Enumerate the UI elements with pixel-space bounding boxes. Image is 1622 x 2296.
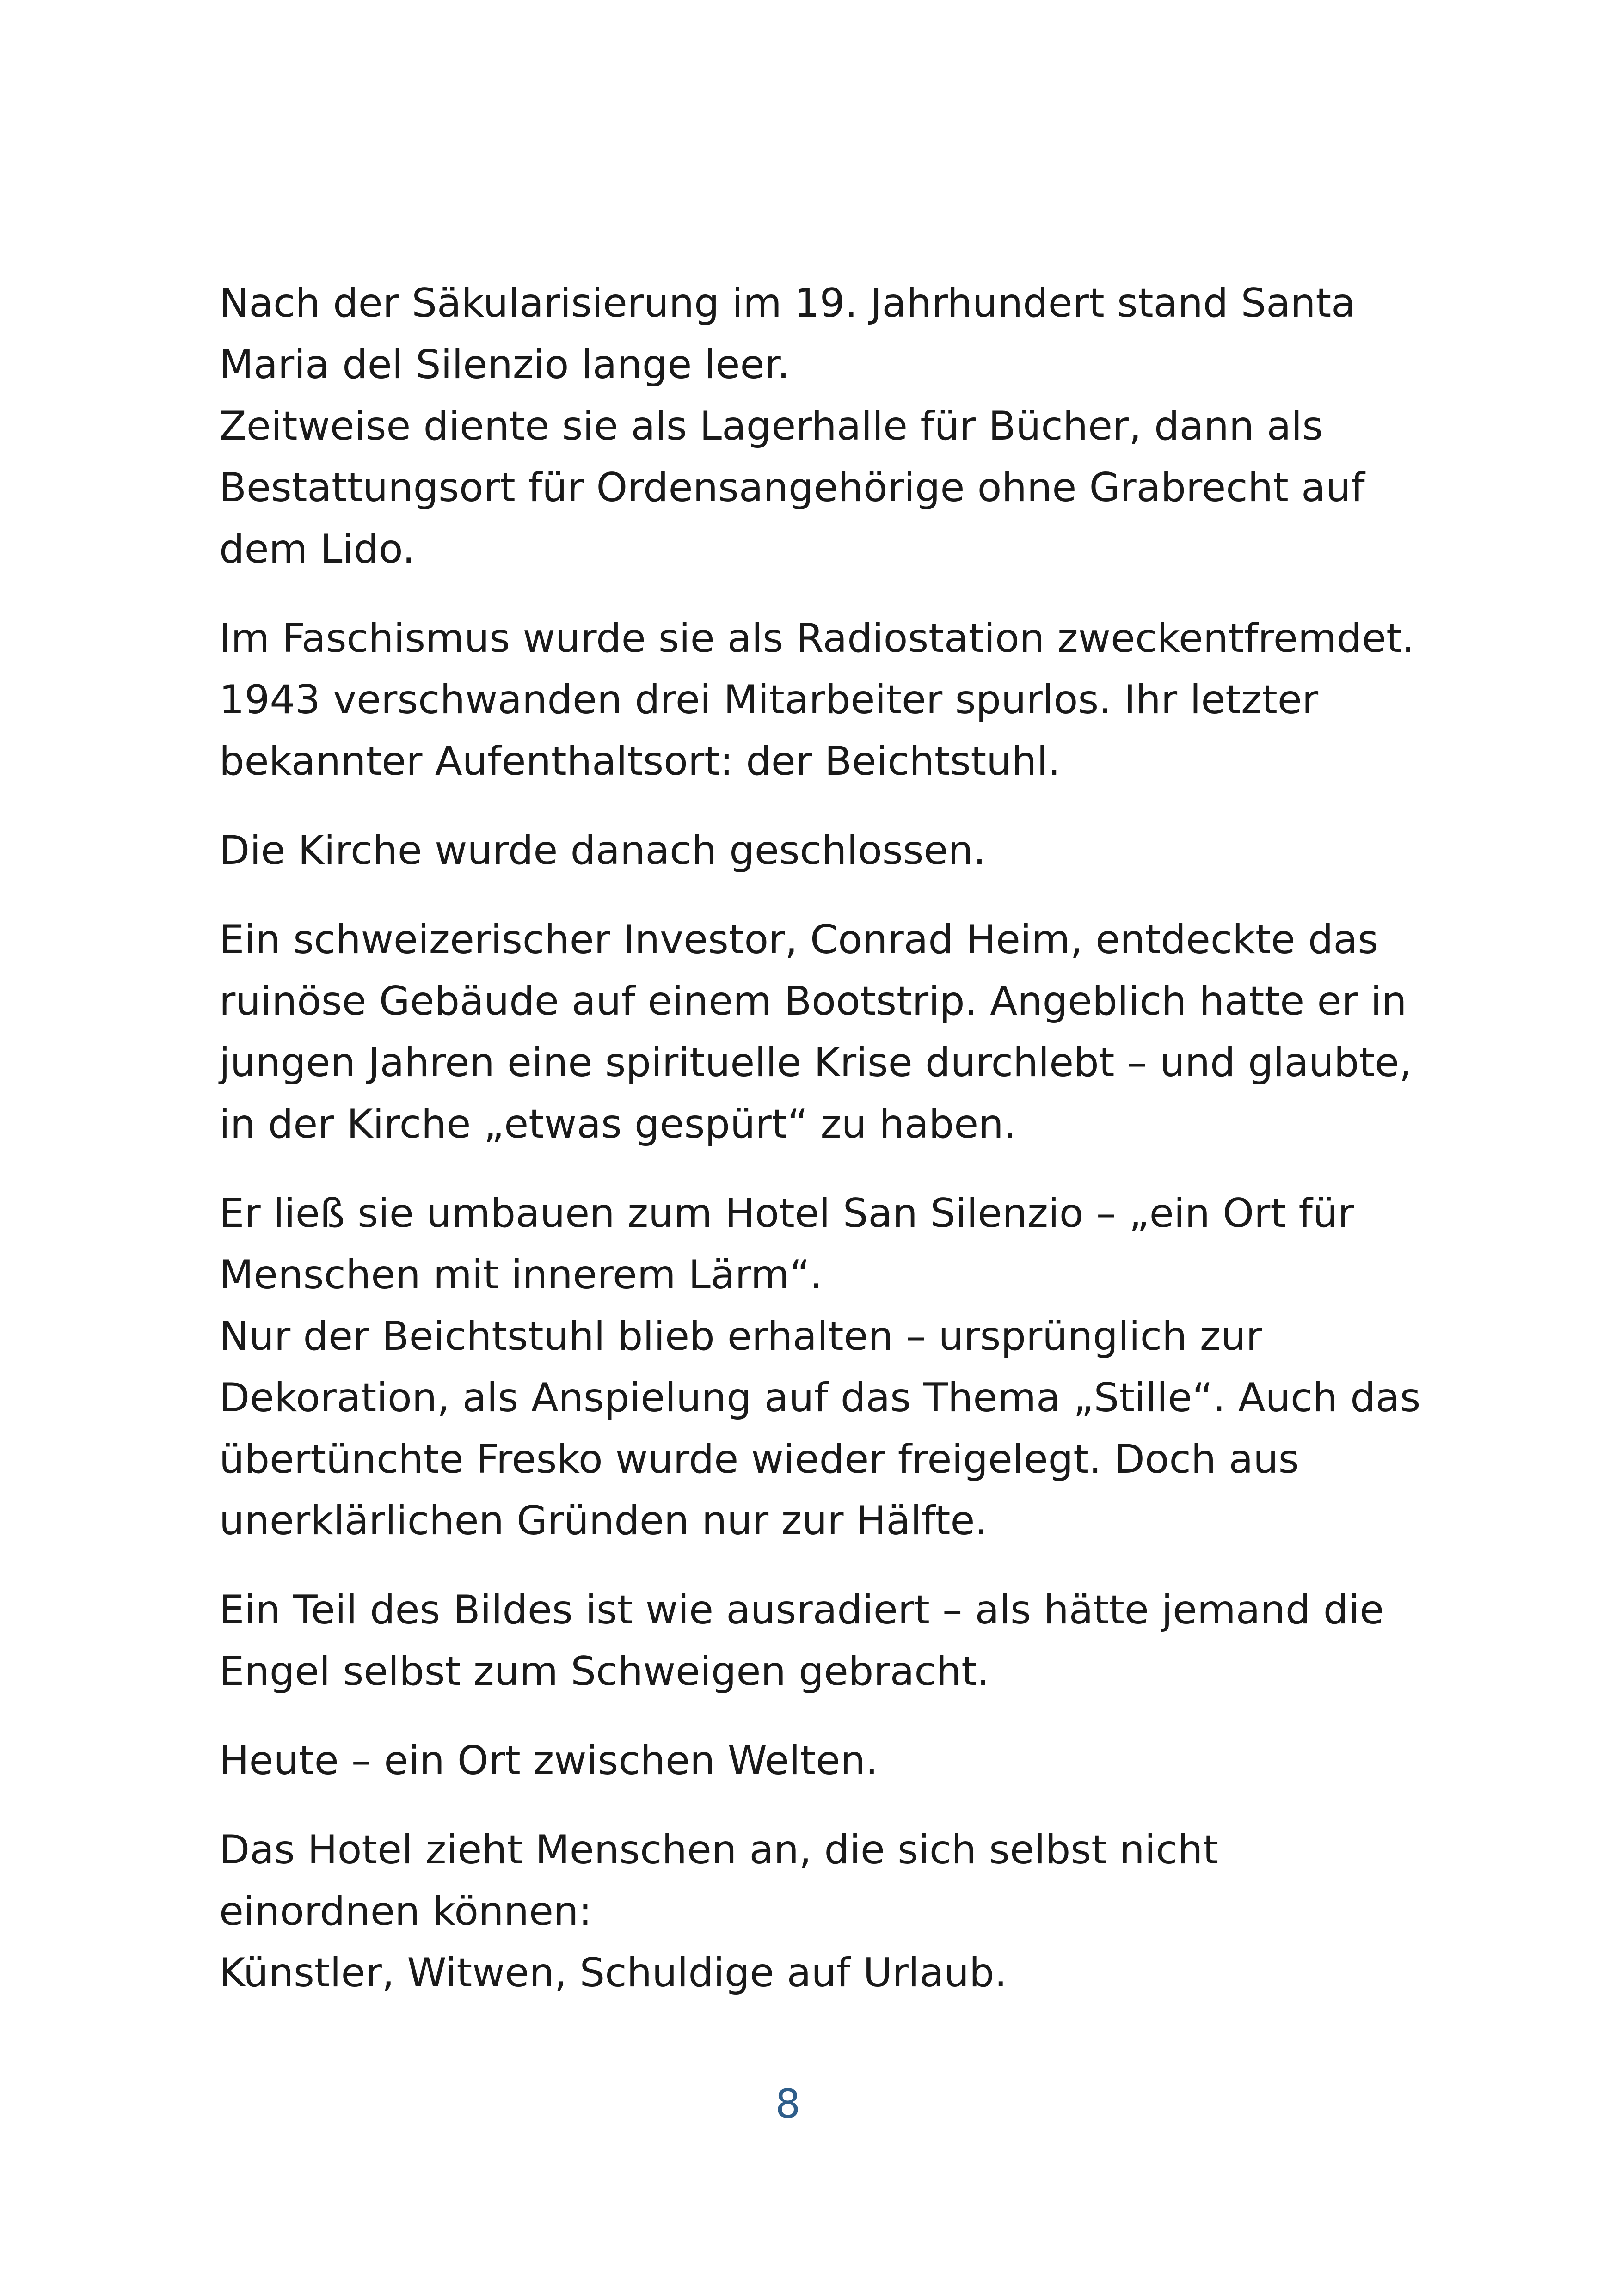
paragraph-investor [219,909,1412,1155]
text-line: 1943 verschwanden drei Mitarbeiter spurlos. Ihr letzter [219,677,1319,723]
text-line: in der Kirche „etwas gespürt“ zu haben. [219,1101,1016,1147]
text-line: übertünchte Fresko wurde wieder freigelegt. Doch aus [219,1436,1299,1482]
text-line: Ein Teil des Bildes ist wie ausradiert – als hätte jemand die [219,1587,1384,1633]
text-line: dem Lido. [219,526,415,572]
text-line: Menschen mit innerem Lärm“. [219,1252,823,1298]
text-line: Dekoration, als Anspielung auf das Thema „Stille“. Auch das [219,1375,1421,1421]
paragraph-secularization [219,273,1412,580]
text-line: Ein schweizerischer Investor, Conrad Heim, entdeckte das [219,917,1379,963]
text-line: Zeitweise diente sie als Lagerhalle für Bücher, dann als [219,403,1323,449]
text-line: jungen Jahren eine spirituelle Krise durchlebt – und glaubte, [219,1040,1412,1086]
text-line: Maria del Silenzio lange leer. [219,342,790,388]
text-line: bekannter Aufenthaltsort: der Beichtstuhl. [219,738,1061,784]
text-line: Künstler, Witwen, Schuldige auf Urlaub. [219,1950,1007,1996]
text-line: Im Faschismus wurde sie als Radiostation zweckentfremdet. [219,615,1415,661]
paragraph-fascism [219,608,1415,792]
page-number: 8 [775,2081,801,2127]
text-line: unerklärlichen Gründen nur zur Hälfte. [219,1498,988,1544]
text-line: ruinöse Gebäude auf einem Bootstrip. Angeblich hatte er in [219,978,1407,1024]
text-line: Heute – ein Ort zwischen Welten. [219,1738,879,1784]
text-line: Nach der Säkularisierung im 19. Jahrhundert stand Santa [219,280,1356,326]
paragraph-closed [219,820,1412,882]
text-line: Er ließ sie umbauen zum Hotel San Silenzio – „ein Ort für [219,1190,1354,1237]
text-line: Bestattungsort für Ordensangehörige ohne Grabrecht auf [219,465,1365,511]
text-line: Das Hotel zieht Menschen an, die sich selbst nicht [219,1827,1219,1873]
paragraph-hotel-conversion [219,1183,1421,1552]
paragraph-today [219,1730,1412,1792]
paragraph-erased-fresco [219,1580,1412,1702]
text-line: einordnen können: [219,1888,592,1935]
text-line: Nur der Beichtstuhl blieb erhalten – ursprünglich zur [219,1313,1262,1359]
paragraph-guests [219,1819,1412,2004]
page-body [219,273,1421,2032]
text-line: Engel selbst zum Schweigen gebracht. [219,1648,990,1695]
text-line: Die Kirche wurde danach geschlossen. [219,827,986,874]
